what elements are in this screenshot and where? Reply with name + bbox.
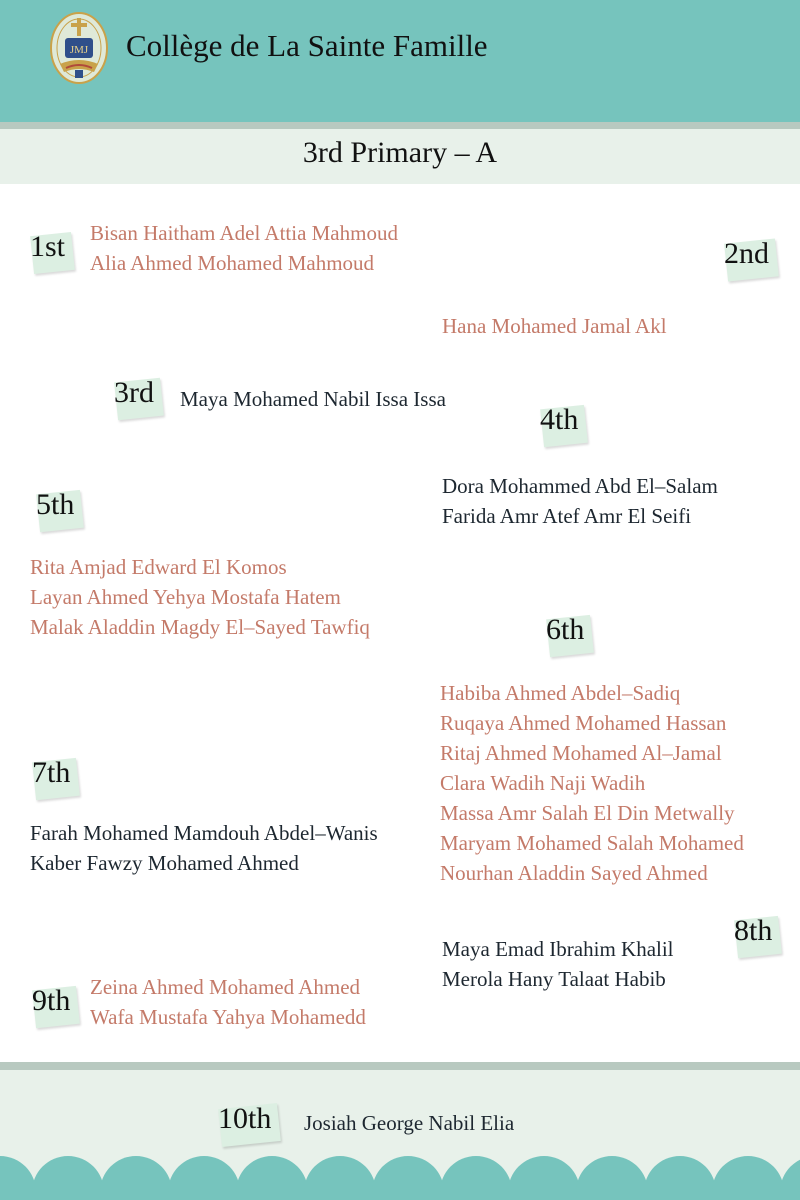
rank-4th-names bbox=[442, 471, 718, 531]
student-name: Ruqaya Ahmed Mohamed Hassan bbox=[440, 711, 727, 735]
school-name: Collège de La Sainte Famille bbox=[126, 28, 488, 63]
rank-badge-6th: 6th bbox=[544, 613, 588, 649]
wave-decoration-icon bbox=[0, 1150, 800, 1200]
student-name: Maryam Mohamed Salah Mohamed bbox=[440, 831, 744, 855]
rank-badge-2nd: 2nd bbox=[722, 237, 773, 273]
student-name: Clara Wadih Naji Wadih bbox=[440, 771, 646, 795]
rank-badge-7th: 7th bbox=[30, 756, 74, 792]
rank-5th-names bbox=[30, 552, 370, 642]
rank-badge-3rd: 3rd bbox=[112, 376, 158, 412]
rank-badge-5th: 5th bbox=[34, 488, 78, 524]
rank-badge-1st: 1st bbox=[28, 230, 69, 266]
rank-3rd-names bbox=[180, 384, 446, 414]
student-name: Maya Mohamed Nabil Issa Issa bbox=[180, 387, 446, 411]
student-name: Wafa Mustafa Yahya Mohamedd bbox=[90, 1005, 366, 1029]
rank-7th-names bbox=[30, 818, 378, 878]
rank-badge-9th: 9th bbox=[30, 984, 74, 1020]
school-logo-icon bbox=[48, 10, 110, 86]
class-title: 3rd Primary – A bbox=[302, 136, 498, 169]
student-name: Merola Hany Talaat Habib bbox=[442, 967, 666, 991]
student-name: Massa Amr Salah El Din Metwally bbox=[440, 801, 735, 825]
rank-9th-names bbox=[90, 972, 366, 1032]
student-name: Nourhan Aladdin Sayed Ahmed bbox=[440, 861, 708, 885]
footer-divider bbox=[0, 1062, 800, 1070]
rank-badge-4th: 4th bbox=[538, 403, 582, 439]
rank-6th-names bbox=[440, 678, 744, 888]
header-divider bbox=[0, 122, 800, 129]
student-name: Bisan Haitham Adel Attia Mahmoud bbox=[90, 221, 398, 245]
rank-badge-8th: 8th bbox=[732, 914, 776, 950]
rank-10th-names bbox=[304, 1108, 514, 1138]
student-name: Farida Amr Atef Amr El Seifi bbox=[442, 504, 692, 528]
rank-8th-names bbox=[442, 934, 674, 994]
student-name: Rita Amjad Edward El Komos bbox=[30, 555, 287, 579]
student-name: Ritaj Ahmed Mohamed Al–Jamal bbox=[440, 741, 722, 765]
rank-1st-names bbox=[90, 218, 398, 278]
student-name: Josiah George Nabil Elia bbox=[304, 1111, 515, 1135]
logo-monogram: JMJ bbox=[69, 44, 89, 56]
student-name: Alia Ahmed Mohamed Mahmoud bbox=[90, 251, 375, 275]
student-name: Layan Ahmed Yehya Mostafa Hatem bbox=[30, 585, 341, 609]
student-name: Zeina Ahmed Mohamed Ahmed bbox=[90, 975, 361, 999]
rank-badge-10th: 10th bbox=[216, 1102, 275, 1138]
student-name: Maya Emad Ibrahim Khalil bbox=[442, 937, 674, 961]
student-name: Dora Mohammed Abd El–Salam bbox=[442, 474, 718, 498]
student-name: Hana Mohamed Jamal Akl bbox=[442, 314, 667, 338]
student-name: Malak Aladdin Magdy El–Sayed Tawfiq bbox=[30, 615, 370, 639]
rank-2nd-names bbox=[442, 311, 667, 341]
student-name: Kaber Fawzy Mohamed Ahmed bbox=[30, 851, 299, 875]
student-name: Farah Mohamed Mamdouh Abdel–Wanis bbox=[30, 821, 378, 845]
student-name: Habiba Ahmed Abdel–Sadiq bbox=[440, 681, 681, 705]
